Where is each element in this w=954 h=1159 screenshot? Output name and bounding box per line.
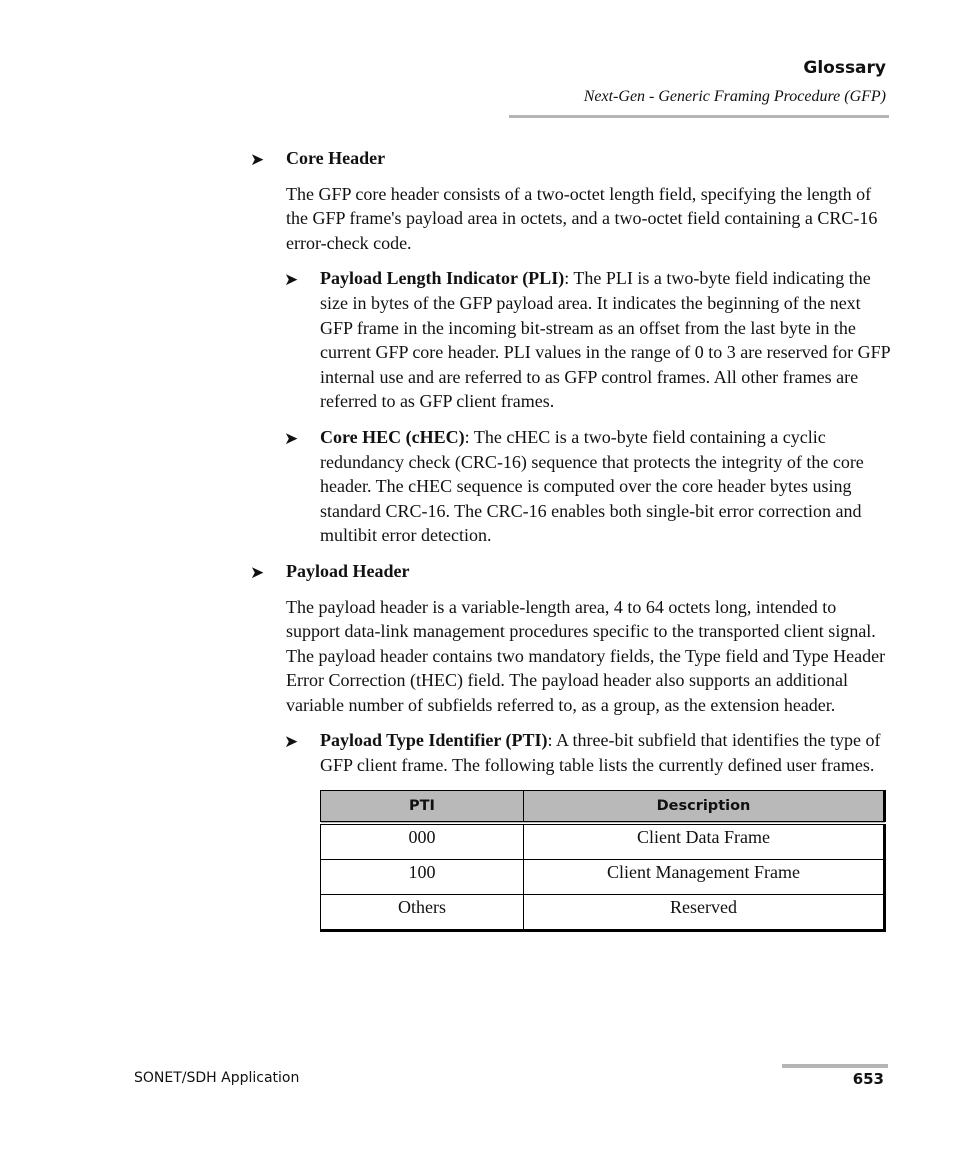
table-cell-description: Client Management Frame [524,859,885,894]
arrow-bullet-icon: ➤ [250,150,265,170]
table-cell-description: Client Data Frame [524,823,885,860]
table-header-row [321,790,885,823]
footer-document-title: SONET/SDH Application [134,1070,300,1086]
table-header-pti: PTI [321,790,524,823]
page-content [250,146,890,932]
running-header-subtitle: Next-Gen - Generic Framing Procedure (GFP) [583,88,886,105]
payload-header-heading: Payload Header [286,560,410,581]
pti-bullet [284,728,890,777]
arrow-bullet-icon: ➤ [284,732,299,753]
arrow-bullet-icon: ➤ [250,562,265,583]
table-cell-pti: Others [321,894,524,930]
payload-header-bullet [250,559,890,584]
core-header-bullet [250,146,890,171]
table-row [321,823,885,860]
pti-text: : A three-bit subfield that identifies the type of GFP client frame. The following table lists the currently defined user frames. [320,730,881,776]
pti-table [320,790,886,932]
chec-text: : The cHEC is a two-byte field containing a cyclic redundancy check (CRC-16) sequence that protects the integrity of the core header. The cHEC sequence is computed over the core header bytes using standard CRC-16. The CRC-16 enables both single-bit error correction and multibit error detection. [320,426,864,546]
table-row [321,894,885,930]
pli-term: Payload Length Indicator (PLI) [320,268,565,289]
table-row [321,859,885,894]
payload-header-paragraph: The payload header is a variable-length area, 4 to 64 octets long, intended to support data-link management procedures specific to the transported client signal. The payload header contains two mandatory fields, the Type field and Type Header Error Correction (tHEC) field. The payload header also supports an additional variable number of subfields referred to, as a group, as the extension header. [286,596,886,715]
table-cell-pti: 000 [321,823,524,860]
chec-bullet [284,425,890,548]
table-cell-description: Reserved [524,894,885,930]
core-header-heading: Core Header [286,148,386,168]
page-number: 653 [852,1070,884,1088]
running-header-title: Glossary [803,58,886,78]
header-rule [509,115,889,118]
table-header-description: Description [524,790,885,823]
chec-term: Core HEC (cHEC) [320,426,465,447]
footer-rule [782,1064,888,1068]
arrow-bullet-icon: ➤ [284,270,299,291]
table-cell-pti: 100 [321,859,524,894]
pti-term: Payload Type Identifier (PTI) [320,730,548,751]
core-header-paragraph: The GFP core header consists of a two-octet length field, specifying the length of the GFP frame's payload area in octets, and a two-octet field containing a CRC-16 error-check code. [286,183,878,253]
arrow-bullet-icon: ➤ [284,428,299,449]
pli-bullet [284,266,890,414]
pli-text: : The PLI is a two-byte field indicating the size in bytes of the GFP payload area. It indicates the beginning of the next GFP frame in the incoming bit-stream as an offset from the last byte in the current GFP core header. PLI values in the range of 0 to 3 are reserved for GFP internal use and are referred to as GFP control frames. All other frames are referred to as GFP client frames. [320,268,890,412]
